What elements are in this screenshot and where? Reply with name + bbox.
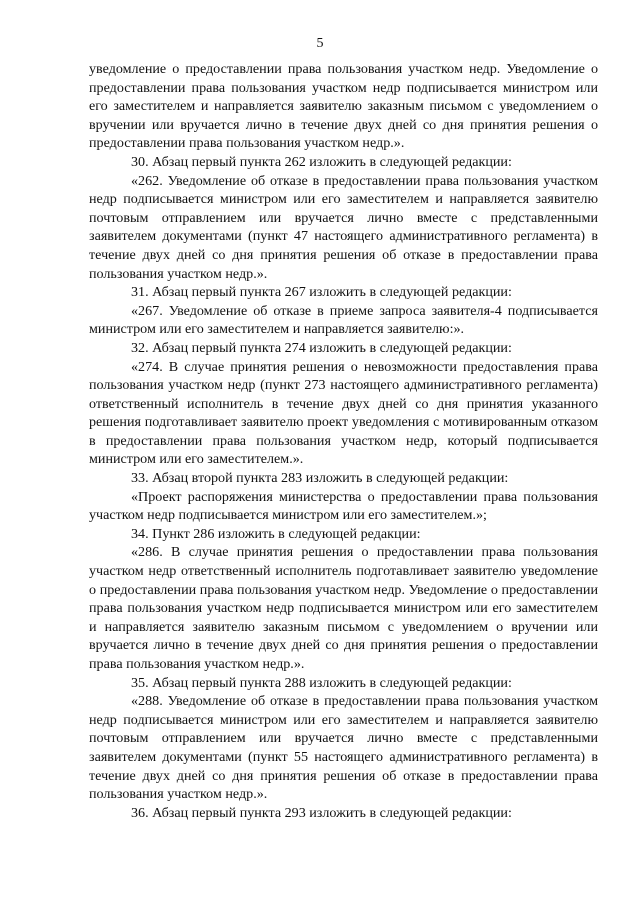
page-number: 5 — [316, 36, 324, 51]
quoted-clause-267: «267. Уведомление об отказе в приеме запроса заявителя-4 подписывается министром или его заместителем и направляется заявителю:». — [89, 302, 598, 338]
amendment-item-31: 31. Абзац первый пункта 267 изложить в следующей редакции: — [131, 284, 512, 301]
quoted-clause-283: «Проект распоряжения министерства о предоставлении права пользования участком недр подписывается министром или его заместителем.»; — [89, 488, 598, 524]
amendment-item-33: 33. Абзац второй пункта 283 изложить в следующей редакции: — [131, 470, 509, 487]
document-body — [89, 60, 598, 822]
quoted-clause-288: «288. Уведомление об отказе в предоставлении права пользования участком недр подписывается министром или его заместителем и направляется заявителю почтовым отправлением или вручается лично вместе с представленными заявителем документами (пункт 55 настоящего административного регламента) в течение двух дней со дня принятия решения об отказе в предоставлении права пользования участком недр.». — [89, 693, 598, 803]
quoted-clause-286: «286. В случае принятия решения о предоставлении права пользования участком недр ответственный исполнитель подготавливает заявителю уведомление о предоставлении права пользования участком недр. Уведомление о предоставлении права пользования участком недр подписывается министром или его заместителем и направляется заявителю заказным письмом с уведомлением о вручении или вручается лично в течение двух дней со дня принятия решения о предоставлении права пользования участком недр.». — [89, 544, 598, 672]
quoted-clause-262: «262. Уведомление об отказе в предоставлении права пользования участком недр подписывается министром или его заместителем и направляется заявителю почтовым отправлением или вручается лично вместе с представленными заявителем документами (пункт 47 настоящего административного регламента) в течение двух дней со дня принятия решения об отказе в предоставлении права пользования участком недр.». — [89, 172, 598, 282]
amendment-item-35: 35. Абзац первый пункта 288 изложить в следующей редакции: — [131, 674, 512, 691]
quoted-clause-274: «274. В случае принятия решения о невозможности предоставления права пользования участком недр (пункт 273 настоящего административного регламента) ответственный исполнитель в течение двух дней со дня принятия указанного решения подготавливает заявителю проект уведомления с мотивированным отказом в предоставлении права пользования участком недр, который подписывается министром или его заместителем.». — [89, 358, 598, 468]
amendment-item-36: 36. Абзац первый пункта 293 изложить в следующей редакции: — [131, 804, 512, 821]
paragraph-continuation: уведомление о предоставлении права пользования участком недр. Уведомление о предоставлении права пользования участком недр подписывается министром или его заместителем и направляется заявителю заказным письмом с уведомлением о вручении или вручается лично в течение двух дней со дня принятия решения о предоставлении права пользования участком недр.». — [89, 61, 598, 152]
amendment-item-30: 30. Абзац первый пункта 262 изложить в следующей редакции: — [131, 153, 512, 170]
amendment-item-32: 32. Абзац первый пункта 274 изложить в следующей редакции: — [131, 339, 512, 356]
amendment-item-34: 34. Пункт 286 изложить в следующей редакции: — [131, 525, 421, 542]
